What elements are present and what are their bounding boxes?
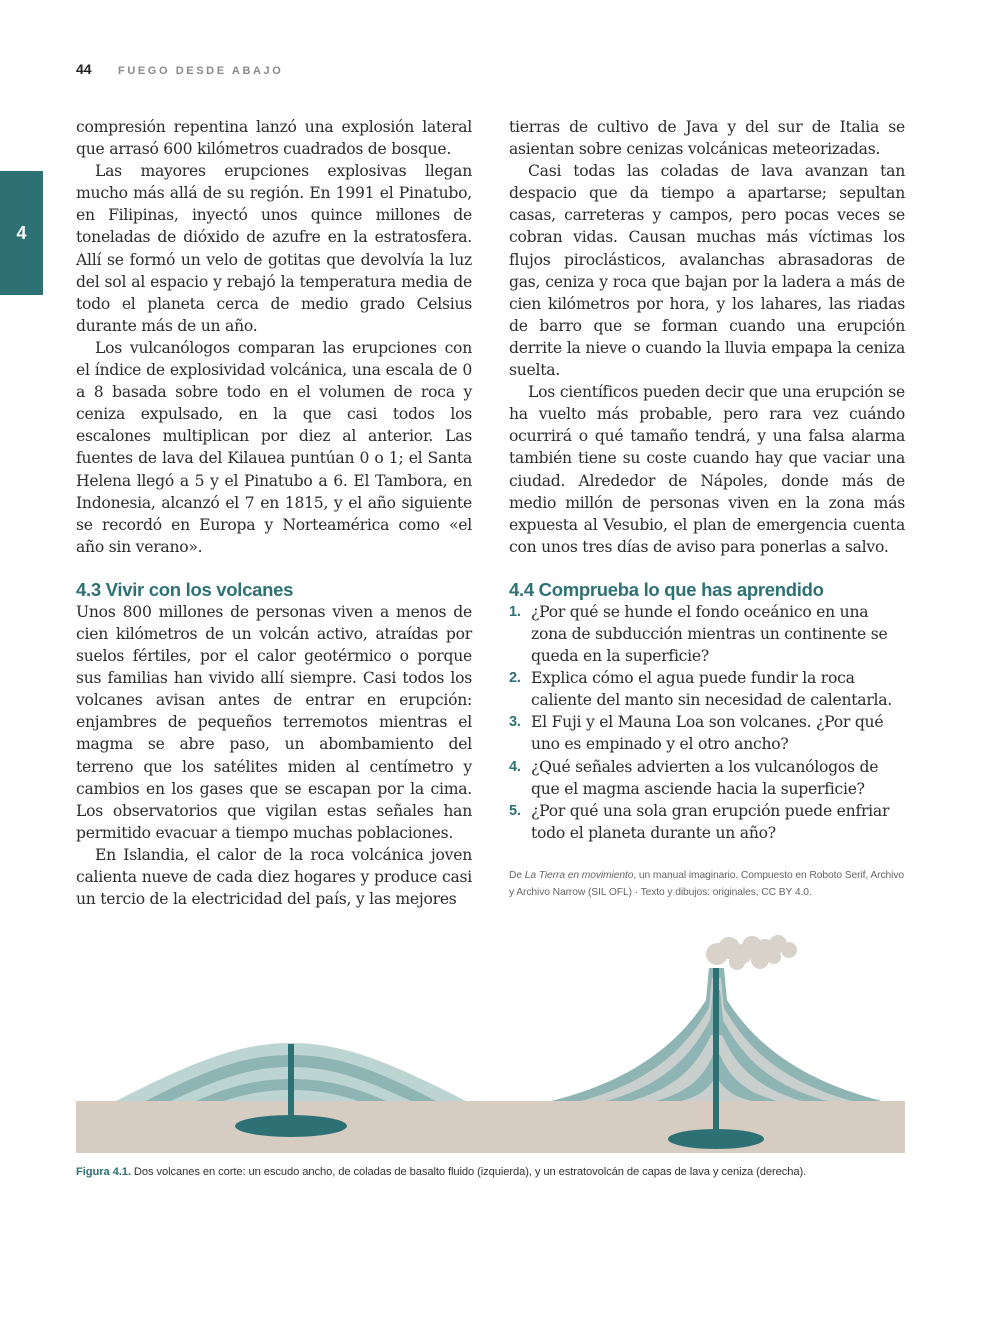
paragraph: compresión repentina lanzó una explosión lateral que arrasó 600 kilómetros cuadrados de bosque. [76, 118, 472, 159]
paragraph: Casi todas las coladas de lava avanzan tan despacio que da tiempo a apartarse; sepultan casas, carreteras y campos, pero pocas veces se cobran vidas. Causan muchas más víctimas los flujos piroclásticos, avalanchas abrasadoras de gas, ceniza y roca que bajan por la ladera a más de cien kilómetros por hora, y los lahares, las riadas de barro que se forman cuando una erupción derrite la nieve o cuando la lluvia empapa la ceniza suelta. [509, 162, 905, 380]
question-number: 3. [509, 714, 521, 731]
paragraph: Las mayores erupciones explosivas llegan mucho más allá de su región. En 1991 el Pinatubo, en Filipinas, inyectó unos quince millones de toneladas de dióxido de azufre en la estratosfera. Allí se formó un velo de gotitas que devolvía la luz del sol al espacio y rebajó la temperatura media de todo el planeta cerca de medio grado Celsius durante más de un año. [76, 162, 472, 335]
question-number: 2. [509, 670, 521, 687]
strato-magma-chamber [668, 1129, 764, 1149]
question-number: 1. [509, 603, 521, 620]
question-number: 4. [509, 758, 521, 775]
question-text: Explica cómo el agua puede fundir la roca caliente del manto sin necesidad de calentarla. [531, 669, 893, 710]
question-text: ¿Qué señales advierten a los vulcanólogos de que el magma asciende hacia la superficie? [531, 757, 879, 798]
figure-caption-text: Dos volcanes en corte: un escudo ancho, de coladas de basalto fluido (izquierda), y un estratovolcán de capas de lava y ceniza (derecha). [130, 1166, 807, 1178]
figure-caption-label: Figura 4.1. [76, 1166, 131, 1178]
paragraph: Los vulcanólogos comparan las erupciones con el índice de explosividad volcánica, una escala de 0 a 8 basada sobre todo en el volumen de roca y ceniza expulsado, en la que casi todos los escalones multiplican por diez al anterior. Las fuentes de lava del Kilauea puntúan 0 o 1; el Santa Helena llegó a 5 y el Pinatubo a 6. El Tambora, en Indonesia, alcanzó el 7 en 1815, y el año siguiente se recordó en Europa y Norteamérica como «el año sin verano». [76, 338, 472, 556]
left-column [76, 116, 472, 910]
credit-line [509, 867, 905, 901]
section-heading: 4.3 Vivir con los volcanes [76, 578, 294, 600]
paragraph: Los científicos pueden decir que una erupción se ha vuelto más probable, pero rara vez cuándo ocurrirá o qué tamaño tendrá, y una falsa alarma también tiene su coste cuando hay que vaciar una ciudad. Alrededor de Nápoles, donde más de medio millón de personas viven en la zona más expuesta al Vesubio, el plan de emergencia cuenta con unos tres días de aviso para ponerlas a salvo. [509, 383, 905, 556]
running-head [76, 61, 283, 77]
question-number: 5. [509, 802, 521, 819]
volcano-cross-section-figure [76, 930, 905, 1160]
question-item [509, 711, 905, 755]
paragraph: En Islandia, el calor de la roca volcánica joven calienta nueve de cada diez hogares y produce casi un tercio de la electricidad del país, y las mejores [76, 845, 472, 909]
strato-conduit [713, 968, 719, 1138]
right-column [509, 116, 905, 901]
ground-layer [76, 1101, 905, 1153]
paragraph: Unos 800 millones de personas viven a menos de cien kilómetros de un volcán activo, atraídas por suelos fértiles, por el calor geotérmico o porque sus familias han vivido allí siempre. Casi todos los volcanes avisan antes de entrar en erupción: enjambres de pequeños terremotos mientras el magma se abre paso, un abombamiento del terreno que los satélites miden al centímetro y cambios en los gases que se escapan por la cima. Los observatorios que vigilan estas señales han permitido evacuar a tiempo muchas poblaciones. [76, 602, 472, 842]
question-text: ¿Por qué se hunde el fondo oceánico en una zona de subducción mientras un continente se queda en la superficie? [531, 602, 888, 666]
section-heading: 4.4 Comprueba lo que has aprendido [509, 578, 824, 600]
question-item [509, 667, 905, 711]
credit-prefix: De [509, 869, 525, 881]
shield-magma-chamber [235, 1115, 347, 1137]
question-text: ¿Por qué una sola gran erupción puede enfriar todo el planeta durante un año? [531, 801, 890, 842]
question-text: El Fuji y el Mauna Loa son volcanes. ¿Por qué uno es empinado y el otro ancho? [531, 713, 884, 754]
running-title: FUEGO DESDE ABAJO [118, 65, 284, 77]
paragraph: tierras de cultivo de Java y del sur de Italia se asientan sobre cenizas volcánicas meteorizadas. [509, 118, 905, 159]
question-list [509, 601, 905, 844]
shield-conduit [288, 1044, 294, 1124]
smoke-plume [706, 935, 797, 970]
question-item [509, 800, 905, 844]
credit-book-title: La Tierra en movimiento [524, 869, 634, 881]
page-number: 44 [76, 61, 92, 77]
figure-caption [76, 1166, 926, 1178]
question-item [509, 601, 905, 667]
chapter-tab: 4 [0, 171, 43, 295]
credit-rest: , un manual imaginario. Compuesto en Roboto Serif, Archivo y Archivo Narrow (SIL OFL) · Texto y dibujos: originales, CC BY 4.0. [509, 869, 905, 898]
question-item [509, 756, 905, 800]
